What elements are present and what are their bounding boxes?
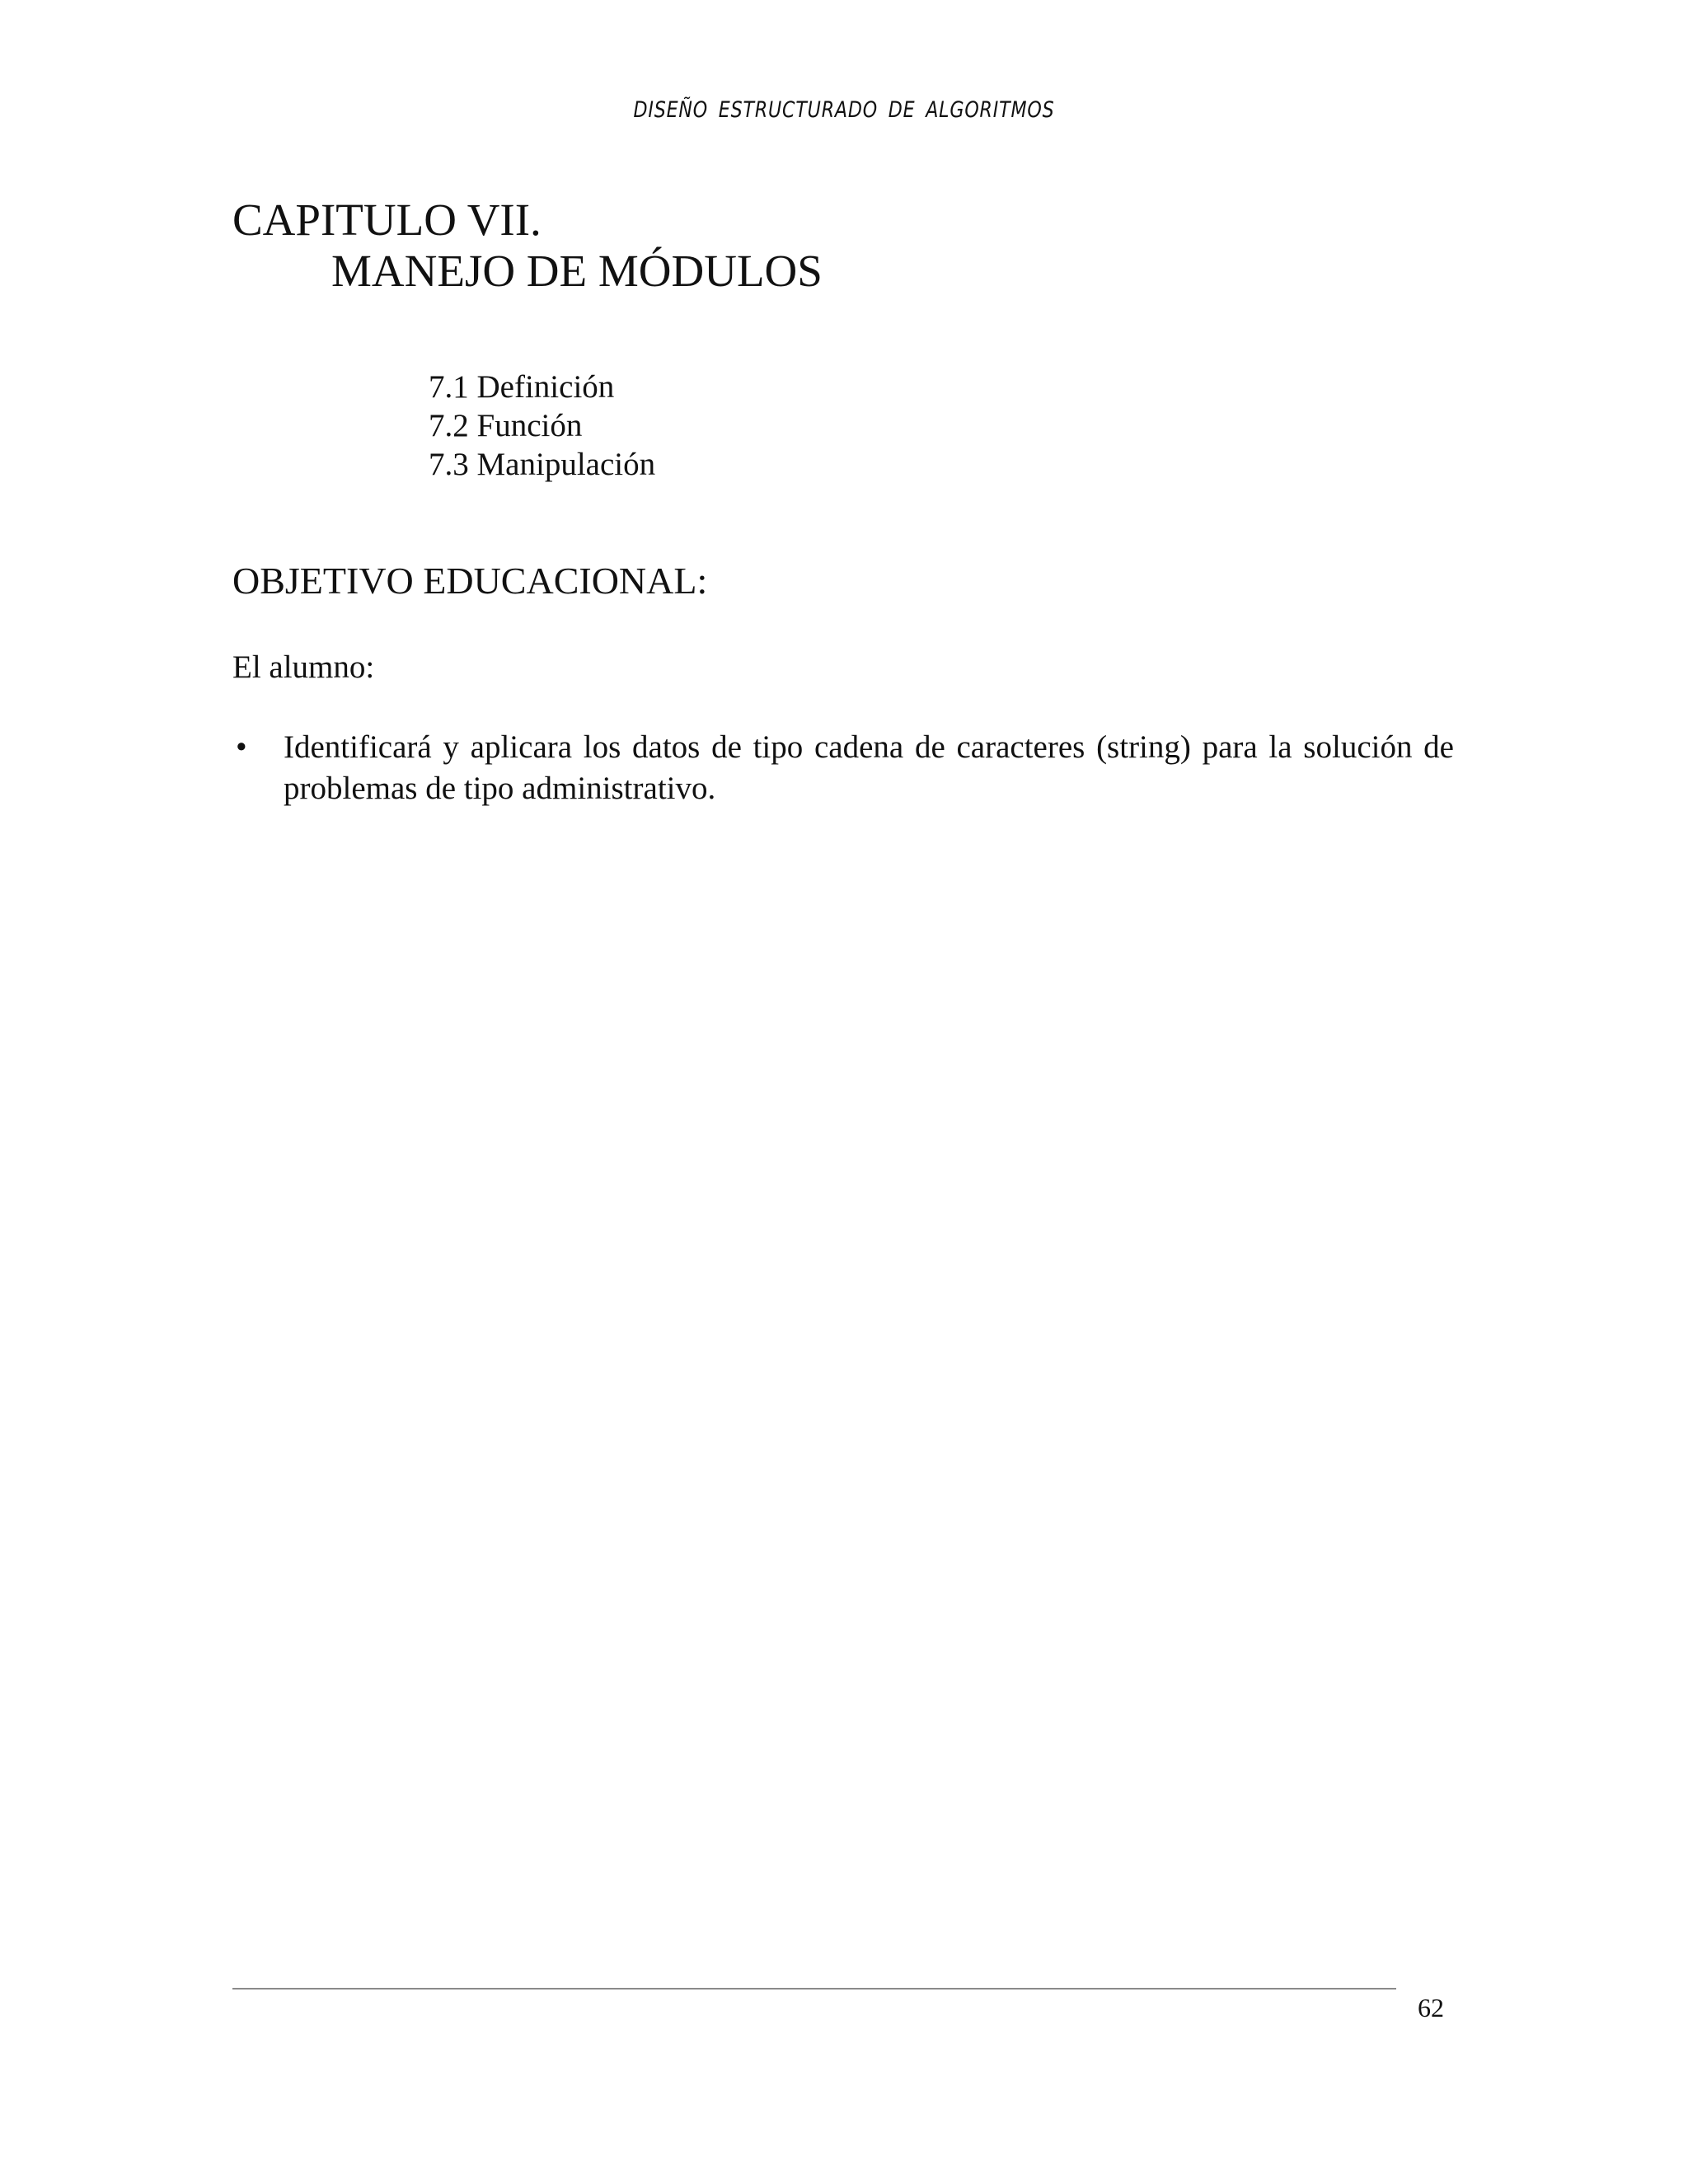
toc-item: 7.3 Manipulación [429, 447, 656, 482]
toc-item: 7.2 Función [429, 408, 583, 443]
page-number: 62 [1418, 1993, 1444, 2022]
toc-item: 7.1 Definición [429, 369, 615, 405]
chapter-title: MANEJO DE MÓDULOS [331, 246, 823, 296]
objective-intro: El alumno: [232, 649, 375, 685]
bullet-icon: • [236, 729, 247, 765]
objective-bullet-text: Identificará y aplicara los datos de tipo cadena de caracteres (string) para la solución de problemas de tipo administrativo. [284, 729, 1454, 806]
footer-divider [232, 1988, 1396, 1990]
chapter-number: CAPITULO VII. [232, 194, 542, 245]
chapter-contents-list [429, 368, 655, 484]
objective-heading: OBJETIVO EDUCACIONAL: [232, 560, 708, 602]
running-header: DISEÑO ESTRUCTURADO DE ALGORITMOS [633, 97, 1055, 123]
